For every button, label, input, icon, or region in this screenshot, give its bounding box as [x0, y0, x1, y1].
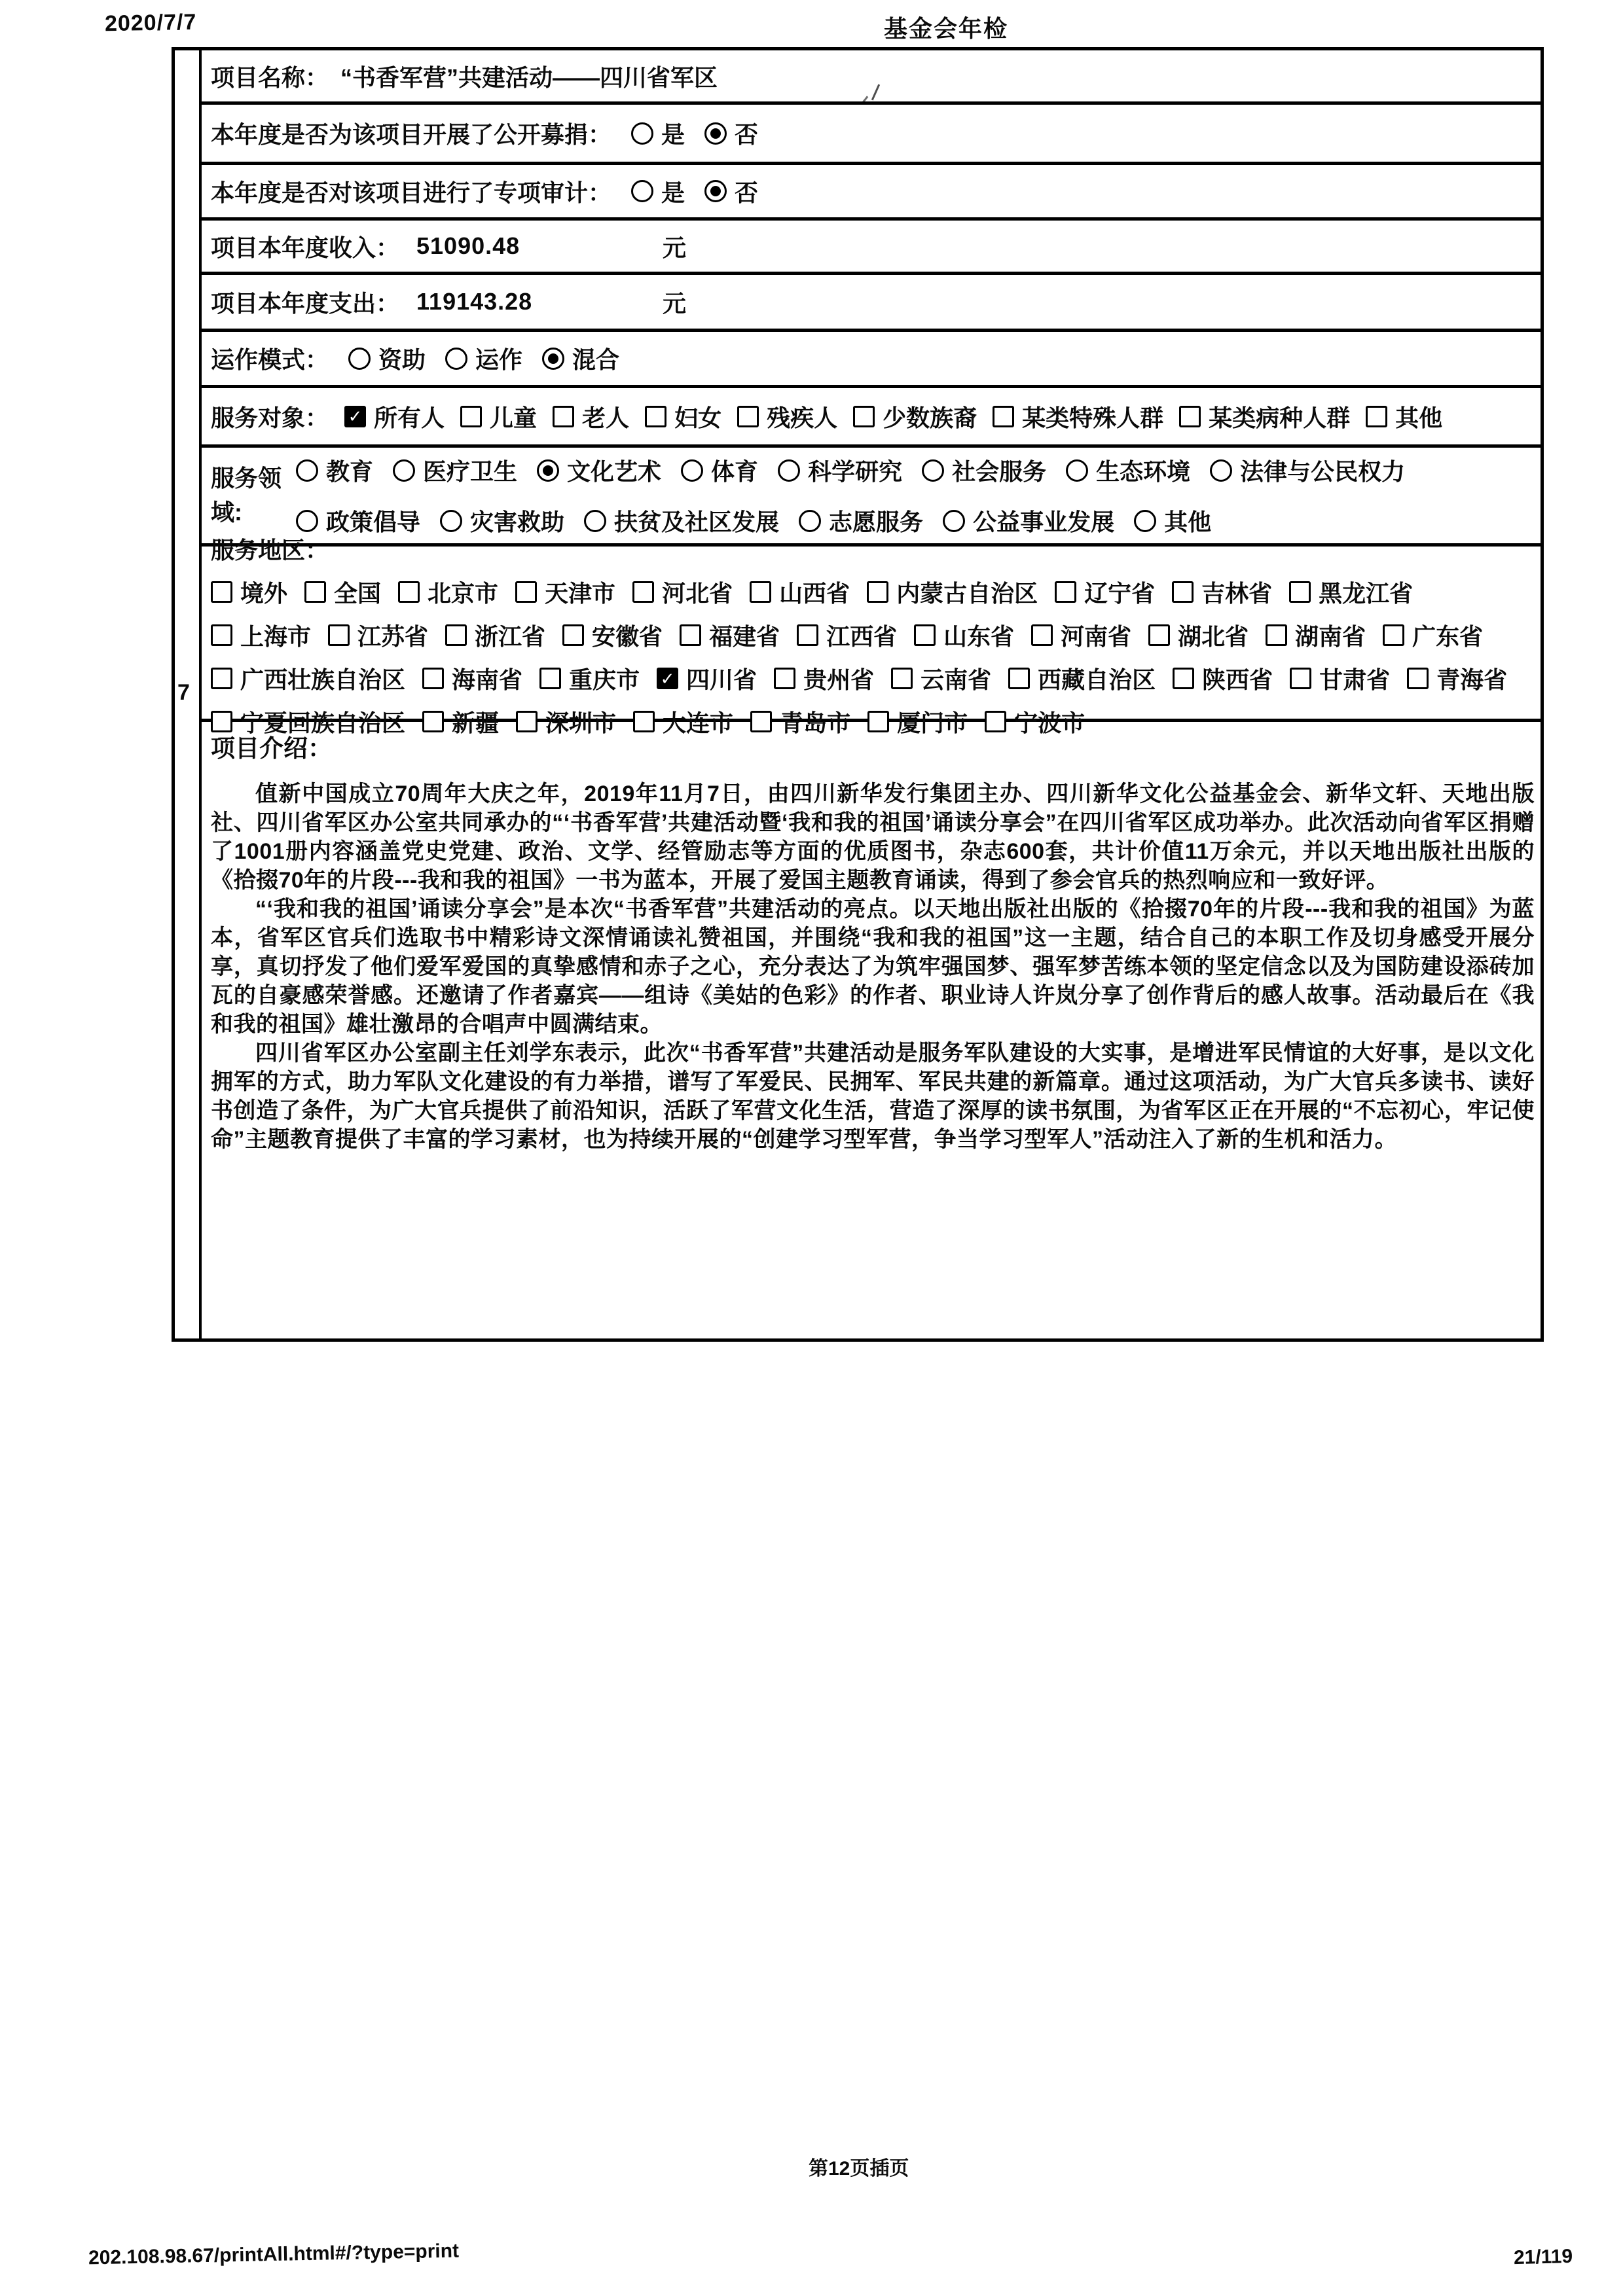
checkbox-option[interactable]: [993, 400, 1163, 433]
radio-icon[interactable]: [943, 510, 965, 532]
option-label: 云南省: [921, 666, 992, 693]
checkbox-icon[interactable]: [632, 581, 654, 603]
option-label: 法律与公民权力: [1240, 458, 1406, 485]
checkbox-option[interactable]: [914, 619, 1014, 652]
option-label: 江西省: [826, 623, 898, 650]
service-regions-inner: [211, 532, 1535, 738]
checkbox-icon[interactable]: [398, 581, 420, 603]
annual-expense-unit: 元: [663, 289, 687, 317]
option-label: 政策倡导: [326, 509, 421, 535]
special-audit-options: [611, 175, 758, 208]
checkbox-option[interactable]: [445, 619, 545, 652]
table-rows: [202, 50, 1541, 1338]
radio-icon[interactable]: [296, 459, 318, 482]
radio-option[interactable]: [704, 175, 758, 208]
radio-option[interactable]: [537, 454, 661, 487]
option-label: 运作: [475, 346, 523, 373]
option-label: 是: [661, 121, 685, 148]
option-label: 否: [735, 179, 759, 206]
option-label: 福建省: [709, 623, 780, 650]
checkbox-icon[interactable]: [211, 581, 232, 603]
public-fundraising-options: [611, 117, 758, 150]
radio-icon[interactable]: [681, 459, 703, 482]
option-label: 天津市: [545, 580, 616, 607]
checkbox-icon[interactable]: [445, 624, 467, 646]
annual-expense-label: 项目本年度支出：: [211, 289, 400, 317]
option-label: 广东省: [1412, 623, 1484, 650]
operation-mode-label: 运作模式：: [211, 346, 329, 373]
checkbox-icon[interactable]: [304, 581, 326, 603]
option-label: 安徽省: [592, 623, 663, 650]
checkbox-option[interactable]: [422, 662, 522, 695]
checkbox-icon[interactable]: [774, 668, 795, 689]
radio-icon[interactable]: [296, 510, 318, 532]
option-label: 妇女: [674, 404, 722, 431]
checkbox-option[interactable]: [344, 400, 445, 433]
option-label: 社会服务: [952, 458, 1047, 485]
checkbox-icon[interactable]: [539, 668, 561, 689]
checkbox-option[interactable]: [515, 575, 615, 609]
option-label: 内蒙古自治区: [896, 580, 1038, 607]
checkbox-icon[interactable]: [867, 581, 888, 603]
option-label: 其他: [1164, 509, 1212, 535]
checkbox-icon[interactable]: [1407, 668, 1429, 689]
radio-selected-icon[interactable]: [704, 122, 727, 145]
option-label: 教育: [326, 458, 374, 485]
checkbox-icon[interactable]: [515, 581, 537, 603]
service-fields-label: 服务领域:: [211, 464, 282, 526]
option-label: 吉林省: [1201, 580, 1273, 607]
radio-icon[interactable]: [778, 459, 800, 482]
row-annual-expense: [202, 275, 1541, 332]
project-name-label: 项目名称：: [211, 63, 329, 91]
radio-option[interactable]: [393, 454, 517, 487]
radio-icon[interactable]: [631, 122, 653, 145]
radio-option[interactable]: [778, 454, 902, 487]
radio-icon[interactable]: [445, 348, 467, 370]
radio-icon[interactable]: [922, 459, 944, 482]
option-label: 浙江省: [475, 623, 546, 650]
radio-icon[interactable]: [1066, 459, 1088, 482]
checkbox-option[interactable]: [867, 575, 1038, 609]
checkbox-option[interactable]: [539, 662, 640, 695]
option-label: 河南省: [1061, 623, 1132, 650]
option-label: 是: [661, 179, 685, 206]
option-label: 西藏自治区: [1038, 666, 1156, 693]
checkbox-option[interactable]: [304, 575, 381, 609]
radio-option[interactable]: [631, 175, 685, 208]
checkbox-icon[interactable]: [1383, 624, 1404, 646]
checkbox-option[interactable]: [211, 662, 405, 695]
checkbox-option[interactable]: [891, 662, 991, 695]
checkbox-option[interactable]: [460, 400, 537, 433]
row-service-targets: [202, 388, 1541, 448]
option-label: 混合: [572, 346, 620, 373]
intro-paragraph: “‘我和我的祖国’诵读分享会”是本次“书香军营”共建活动的亮点。以天地出版社出版的《拾掇70年的片段---我和我的祖国》为蓝本，省军区官兵们选取书中精彩诗文深情诵读礼赞祖国，并围绕“我和我的祖国”这一主题，结合自己的本职工作及切身感受开展分享，真切抒发了他们爱军爱国的真挚感情和赤子之心，充分表达了为筑牢强国梦、强军梦苦练本领的坚定信念以及为国防建设添砖加瓦的自豪感荣誉感。还邀请了作者嘉宾——组诗《美姑的色彩》的作者、职业诗人许岚分享了创作背后的感人故事。活动最后在《我和我的祖国》雄壮激昂的合唱声中圆满结束。: [211, 897, 1535, 1037]
checkbox-option[interactable]: [328, 619, 428, 652]
checkbox-option[interactable]: [398, 575, 498, 609]
insert-page-note: 第12页插页: [809, 2158, 909, 2179]
radio-option[interactable]: [681, 454, 758, 487]
option-label: 河北省: [662, 580, 733, 607]
checkbox-icon[interactable]: [737, 406, 759, 427]
project-index: 7: [177, 680, 190, 705]
option-label: 厦门市: [897, 709, 968, 736]
project-info-table: [172, 47, 1544, 1342]
checkbox-option[interactable]: [737, 400, 837, 433]
radio-icon[interactable]: [799, 510, 821, 532]
option-label: 山西省: [779, 580, 850, 607]
option-label: 生态环境: [1096, 458, 1191, 485]
checkbox-icon[interactable]: [1173, 668, 1194, 689]
option-label: 境外: [240, 580, 288, 607]
project-name-value: “书香军营”共建活动——四川省军区: [340, 63, 718, 91]
service-fields-lines: [287, 454, 1405, 537]
option-label: 某类病种人群: [1209, 404, 1351, 431]
special-audit-label: 本年度是否对该项目进行了专项审计：: [211, 179, 612, 206]
option-label: 否: [735, 121, 759, 148]
checkbox-option[interactable]: [774, 662, 874, 695]
checkbox-icon[interactable]: [460, 406, 482, 427]
row-public-fundraising: [202, 105, 1541, 165]
radio-icon[interactable]: [631, 180, 653, 202]
checkbox-option[interactable]: [797, 619, 897, 652]
checkbox-icon[interactable]: [1172, 581, 1194, 603]
radio-option[interactable]: [296, 454, 373, 487]
checkbox-option[interactable]: [1008, 662, 1156, 695]
checkbox-option[interactable]: [1366, 400, 1442, 433]
checkbox-icon[interactable]: [1148, 624, 1170, 646]
option-label: 贵州省: [803, 666, 875, 693]
checkbox-option[interactable]: [1173, 662, 1273, 695]
intro-paragraph: 四川省军区办公室副主任刘学东表示，此次“书香军营”共建活动是服务军队建设的大实事，是增进军民情谊的大好事，是以文化拥军的方式，助力军队文化建设的有力举措，谱写了军爱民、民拥军、军民共建的新篇章。通过这项活动，为广大官兵多读书、读好书创造了条件，为广大官兵提供了前沿知识，活跃了军营文化生活，营造了深厚的读书氛围，为省军区正在开展的“不忘初心，牢记使命”主题教育提供了丰富的学习素材，也为持续开展的“创建学习型军营，争当学习型军人”活动注入了新的生机和活力。: [211, 1041, 1535, 1152]
radio-option[interactable]: [445, 342, 522, 375]
annual-expense-value: 119143.28: [416, 288, 533, 315]
option-label: 海南省: [452, 666, 523, 693]
option-label: 湖南省: [1295, 623, 1366, 650]
row-special-audit: [202, 165, 1541, 221]
option-label: 广西壮族自治区: [240, 666, 406, 693]
row-annual-income: [202, 221, 1541, 275]
radio-option[interactable]: [1066, 454, 1190, 487]
option-label: 科学研究: [808, 458, 903, 485]
option-label: 陕西省: [1202, 666, 1273, 693]
checkbox-option[interactable]: [632, 575, 733, 609]
public-fundraising-label: 本年度是否为该项目开展了公开募捐：: [211, 121, 612, 148]
radio-selected-icon[interactable]: [542, 348, 564, 370]
service-fields-line1: [296, 454, 1405, 487]
checkbox-icon[interactable]: [1179, 406, 1201, 427]
radio-icon[interactable]: [1134, 510, 1156, 532]
option-label: 黑龙江省: [1319, 580, 1413, 607]
checkbox-icon[interactable]: [422, 668, 444, 689]
checkbox-option[interactable]: [1031, 619, 1131, 652]
checkbox-option[interactable]: [853, 400, 977, 433]
radio-option[interactable]: [631, 117, 685, 150]
radio-option[interactable]: [542, 342, 619, 375]
operation-mode-options: [329, 342, 619, 375]
option-label: 文化艺术: [567, 458, 662, 485]
option-label: 大连市: [663, 709, 734, 736]
checkbox-option[interactable]: [1407, 662, 1507, 695]
option-label: 四川省: [686, 666, 757, 693]
option-label: 青岛市: [780, 709, 851, 736]
service-targets-options: [329, 400, 1442, 433]
annual-income-value: 51090.48: [416, 232, 520, 259]
checkbox-icon[interactable]: [328, 624, 350, 646]
checkbox-option[interactable]: [1179, 400, 1350, 433]
row-project-intro: [202, 722, 1541, 1338]
project-intro-label: 项目介绍：: [211, 735, 332, 762]
option-label: 志愿服务: [829, 509, 924, 535]
option-label: 所有人: [374, 404, 445, 431]
checkbox-icon[interactable]: [750, 581, 771, 603]
intro-paragraph: 值新中国成立70周年大庆之年，2019年11月7日，由四川新华发行集团主办、四川新华文化公益基金会、新华文轩、天地出版社、四川省军区办公室共同承办的“‘书香军营’共建活动暨‘我和我的祖国’诵读分享会”在四川省军区成功举办。此次活动向省军区捐赠了1001册内容涵盖党史党建、政治、文学、经管励志等方面的优质图书，杂志600套，共计价值11万余元，并以天地出版社出版的《拾掇70年的片段---我和我的祖国》一书为蓝本，开展了爱国主题教育诵读，得到了参会官兵的热烈响应和一致好评。: [211, 781, 1535, 893]
checkbox-icon[interactable]: [993, 406, 1014, 427]
checkbox-icon[interactable]: [211, 624, 232, 646]
option-label: 体育: [711, 458, 759, 485]
annual-income-label: 项目本年度收入：: [211, 234, 400, 261]
row-service-regions: [202, 537, 1541, 736]
checkbox-option[interactable]: [211, 575, 287, 609]
radio-selected-icon[interactable]: [537, 459, 559, 482]
checkbox-option[interactable]: [1055, 575, 1155, 609]
option-label: 扶贫及社区发展: [614, 509, 780, 535]
option-label: 湖北省: [1178, 623, 1249, 650]
option-label: 深圳市: [545, 709, 617, 736]
row-project-name: [202, 50, 1541, 105]
checkbox-checked-icon[interactable]: ✓: [344, 406, 366, 427]
option-label: 新疆: [452, 709, 500, 736]
checkbox-icon[interactable]: [1289, 581, 1311, 603]
option-label: 公益事业发展: [973, 509, 1115, 535]
checkbox-icon[interactable]: [211, 668, 232, 689]
option-label: 残疾人: [767, 404, 838, 431]
radio-icon[interactable]: [1210, 459, 1232, 482]
option-label: 辽宁省: [1084, 580, 1156, 607]
page-indicator: 21/119: [1513, 2245, 1573, 2269]
table-row-number-gutter: [175, 50, 202, 1338]
checkbox-icon[interactable]: [645, 406, 666, 427]
print-source-url: 202.108.98.67/printAll.html#/?type=print: [88, 2240, 460, 2269]
service-regions-line3: [211, 662, 1535, 695]
radio-selected-icon[interactable]: [704, 180, 727, 202]
option-label: 资助: [378, 346, 426, 373]
service-regions-line2: [211, 619, 1535, 652]
checkbox-icon[interactable]: [1266, 624, 1287, 646]
option-label: 青海省: [1436, 666, 1508, 693]
checkbox-icon[interactable]: [1008, 668, 1030, 689]
option-label: 其他: [1395, 404, 1443, 431]
annual-income-unit: 元: [663, 234, 687, 261]
service-regions-line1: [211, 575, 1535, 609]
option-label: 上海市: [240, 623, 312, 650]
checkbox-checked-icon[interactable]: ✓: [657, 668, 678, 689]
checkbox-icon[interactable]: [1290, 668, 1311, 689]
checkbox-option[interactable]: [657, 662, 757, 695]
checkbox-icon[interactable]: [553, 406, 574, 427]
checkbox-icon[interactable]: [853, 406, 875, 427]
checkbox-icon[interactable]: [891, 668, 913, 689]
checkbox-option[interactable]: [645, 400, 721, 433]
radio-option[interactable]: [1210, 454, 1405, 487]
checkbox-icon[interactable]: [914, 624, 936, 646]
page-title: 基金会年检: [884, 15, 1009, 42]
radio-option[interactable]: [348, 342, 426, 375]
checkbox-icon[interactable]: [562, 624, 584, 646]
option-label: 北京市: [428, 580, 499, 607]
radio-icon[interactable]: [393, 459, 415, 482]
checkbox-icon[interactable]: [1055, 581, 1076, 603]
radio-icon[interactable]: [348, 348, 371, 370]
option-label: 全国: [334, 580, 382, 607]
option-label: 重庆市: [569, 666, 640, 693]
radio-icon[interactable]: [584, 510, 606, 532]
option-label: 宁波市: [1014, 709, 1085, 736]
project-intro-text: [211, 780, 1535, 1154]
option-label: 宁夏回族自治区: [240, 709, 406, 736]
option-label: 甘肃省: [1319, 666, 1391, 693]
option-label: 医疗卫生: [423, 458, 518, 485]
checkbox-option[interactable]: [1289, 575, 1413, 609]
checkbox-option[interactable]: [1148, 619, 1249, 652]
checkbox-option[interactable]: [1172, 575, 1272, 609]
option-label: 老人: [582, 404, 630, 431]
checkbox-icon[interactable]: [680, 624, 701, 646]
radio-option[interactable]: [704, 117, 758, 150]
checkbox-option[interactable]: [1290, 662, 1390, 695]
checkbox-option[interactable]: [680, 619, 780, 652]
checkbox-option[interactable]: [562, 619, 663, 652]
checkbox-option[interactable]: [1383, 619, 1483, 652]
checkbox-option[interactable]: [211, 619, 311, 652]
option-label: 灾害救助: [470, 509, 565, 535]
print-date: 2020/7/7: [104, 9, 197, 37]
option-label: 山东省: [943, 623, 1015, 650]
option-label: 儿童: [490, 404, 538, 431]
option-label: 江苏省: [357, 623, 429, 650]
radio-icon[interactable]: [440, 510, 462, 532]
checkbox-option[interactable]: [750, 575, 850, 609]
option-label: 少数族裔: [883, 404, 977, 431]
checkbox-icon[interactable]: [1031, 624, 1053, 646]
checkbox-option[interactable]: [1266, 619, 1366, 652]
option-label: 某类特殊人群: [1022, 404, 1164, 431]
checkbox-icon[interactable]: [797, 624, 818, 646]
checkbox-option[interactable]: [553, 400, 629, 433]
row-operation-mode: [202, 332, 1541, 388]
service-targets-label: 服务对象：: [211, 404, 329, 431]
checkbox-icon[interactable]: [1366, 406, 1387, 427]
radio-option[interactable]: [922, 454, 1046, 487]
service-regions-label: 服务地区：: [211, 537, 329, 564]
